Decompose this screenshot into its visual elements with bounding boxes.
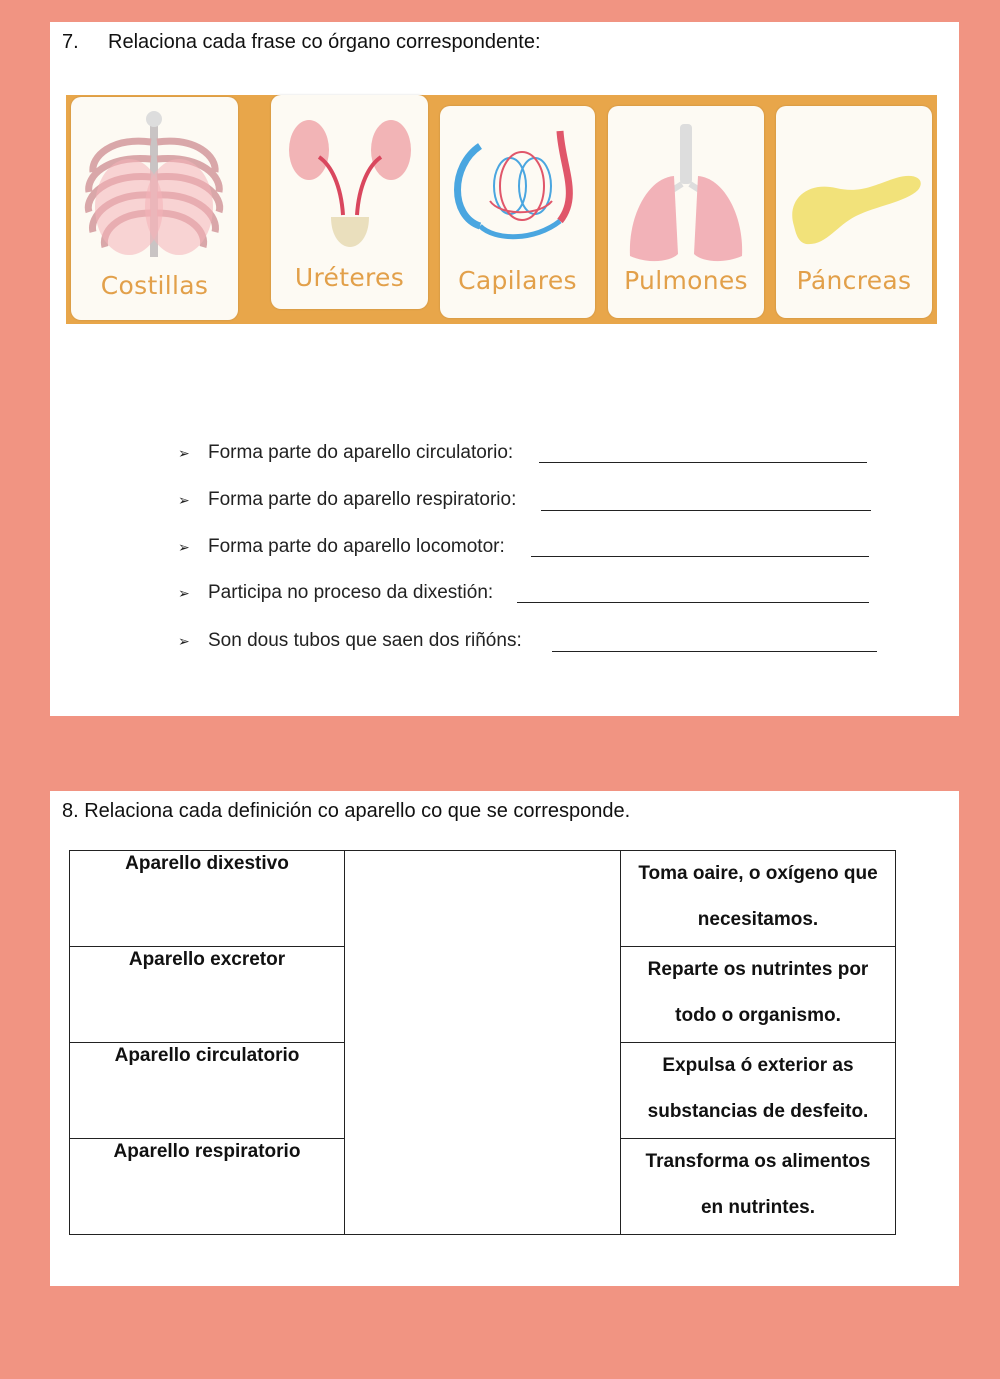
question-number: 7. xyxy=(62,31,79,53)
organ-card-costillas[interactable] xyxy=(71,97,238,320)
question-text: Relaciona cada frase co órgano correspondente: xyxy=(108,31,541,53)
organ-card-ureteres[interactable] xyxy=(271,95,428,309)
definition-line: Transforma os alimentos xyxy=(645,1151,871,1172)
organ-card-pancreas[interactable] xyxy=(776,106,932,318)
bullet-arrow-icon: ➢ xyxy=(178,445,190,461)
organ-card-strip xyxy=(66,95,937,324)
definition-cell[interactable] xyxy=(621,851,896,947)
bullet-arrow-icon: ➢ xyxy=(178,492,190,508)
bullet-arrow-icon: ➢ xyxy=(178,585,190,601)
system-cell[interactable]: Aparello circulatorio xyxy=(70,1043,345,1139)
card-label: Páncreas xyxy=(796,266,912,295)
statement-text: Forma parte do aparello circulatorio: xyxy=(208,442,514,463)
definition-line: en nutrintes. xyxy=(700,1197,815,1218)
statement-text: Son dous tubos que saen dos riñóns: xyxy=(208,630,522,651)
pancreas-icon xyxy=(776,106,932,276)
statement-text: Forma parte do aparello locomotor: xyxy=(208,536,505,557)
organ-card-capilares[interactable] xyxy=(440,106,595,318)
matching-area[interactable] xyxy=(345,851,621,1235)
capillaries-icon xyxy=(440,106,595,276)
definition-line: substancias de desfeito. xyxy=(647,1101,869,1122)
ribcage-icon xyxy=(71,97,238,277)
definition-line: necesitamos. xyxy=(697,909,819,930)
definition-line: Expulsa ó exterior as xyxy=(662,1055,854,1076)
lungs-icon xyxy=(608,106,764,276)
bullet-arrow-icon: ➢ xyxy=(178,539,190,555)
organ-card-pulmones[interactable] xyxy=(608,106,764,318)
system-cell[interactable]: Aparello dixestivo xyxy=(70,851,345,947)
definition-line: Reparte os nutrintes por xyxy=(647,959,869,980)
answer-blank-5[interactable] xyxy=(552,651,877,652)
statement-item xyxy=(178,630,522,652)
card-label: Uréteres xyxy=(294,263,405,292)
question-8-panel xyxy=(50,791,959,1286)
definition-cell[interactable] xyxy=(621,1139,896,1235)
question-7-title xyxy=(62,31,541,54)
statement-item xyxy=(178,582,493,604)
card-label: Pulmones xyxy=(624,266,748,295)
statement-item xyxy=(178,442,513,464)
system-cell[interactable]: Aparello respiratorio xyxy=(70,1139,345,1235)
question-8-title: 8. Relaciona cada definición co aparello co que se corresponde. xyxy=(62,800,631,822)
bullet-arrow-icon: ➢ xyxy=(178,633,190,649)
definition-line: todo o organismo. xyxy=(675,1005,841,1026)
system-cell[interactable]: Aparello excretor xyxy=(70,947,345,1043)
card-label: Capilares xyxy=(458,266,577,295)
statement-item xyxy=(178,536,505,558)
statement-text: Forma parte do aparello respiratorio: xyxy=(208,489,517,510)
definition-cell[interactable] xyxy=(621,1043,896,1139)
kidneys-icon xyxy=(271,95,428,265)
matching-table xyxy=(69,850,896,1235)
answer-blank-2[interactable] xyxy=(541,510,871,511)
card-label: Costillas xyxy=(100,271,209,300)
answer-blank-3[interactable] xyxy=(531,556,869,557)
definition-line: Toma oaire, o oxígeno que xyxy=(638,863,878,884)
question-7-panel xyxy=(50,22,959,716)
answer-blank-4[interactable] xyxy=(517,602,869,603)
table-row xyxy=(70,851,896,947)
answer-blank-1[interactable] xyxy=(539,462,867,463)
statement-text: Participa no proceso da dixestión: xyxy=(208,582,494,603)
definition-cell[interactable] xyxy=(621,947,896,1043)
statement-item xyxy=(178,489,516,511)
